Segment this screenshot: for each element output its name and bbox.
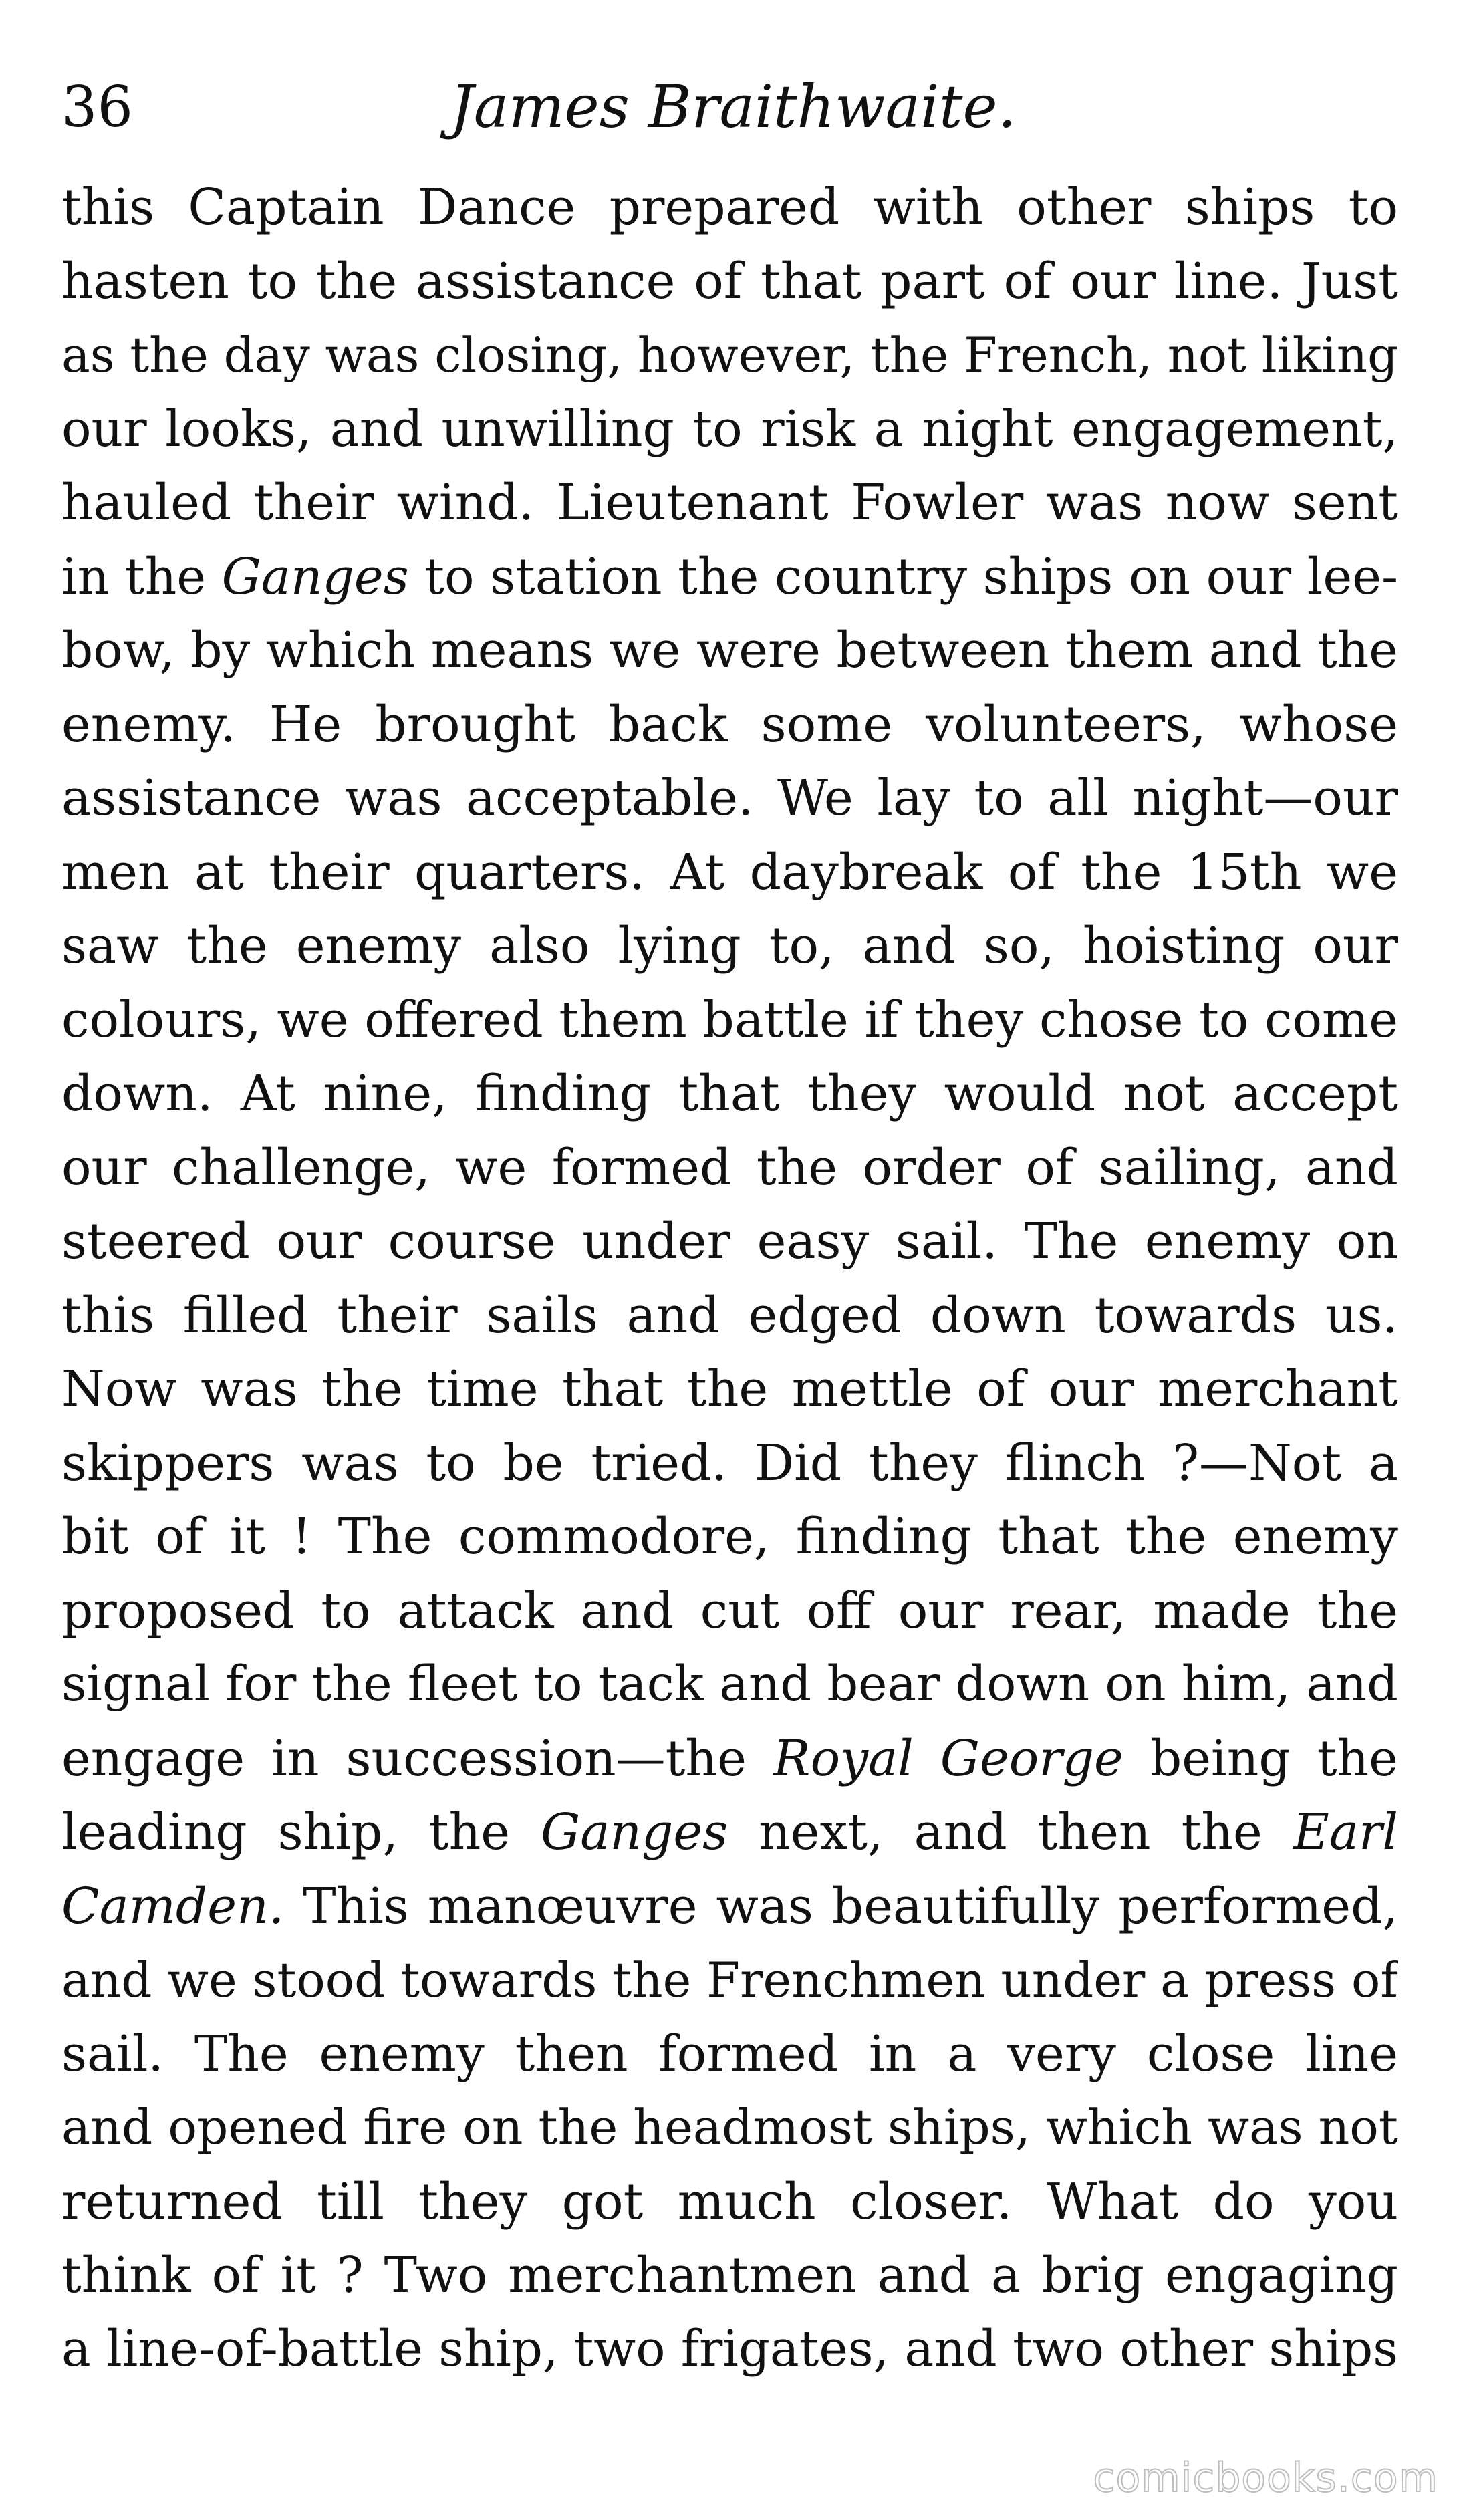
- text-line: [61, 1648, 1398, 1722]
- text-line: [61, 761, 1398, 836]
- text-run: This manœuvre was beautifully performed,: [284, 1877, 1398, 1935]
- text-line: [61, 1795, 1398, 1870]
- text-run: engage in succession—the: [61, 1729, 773, 1787]
- text-run: skippers was to be tried. Did they flinch ?—Not a: [61, 1434, 1398, 1492]
- text-run: signal for the fleet to tack and bear down on him, and: [61, 1656, 1398, 1713]
- text-line: [61, 170, 1398, 245]
- text-run: a line-of-battle ship, two frigates, and two other ships: [61, 2320, 1398, 2378]
- text-run: men at their quarters. At daybreak of the 15th we: [61, 843, 1398, 901]
- text-line: [61, 1870, 1398, 1944]
- text-run: Now was the time that the mettle of our merchant: [61, 1360, 1398, 1418]
- text-run: bit of it ! The commodore, finding that the enemy: [61, 1508, 1398, 1565]
- text-line: [61, 2313, 1398, 2387]
- text-line: [61, 983, 1398, 1057]
- text-line: [61, 1279, 1398, 1353]
- text-run: to station the country ships on our lee-: [408, 547, 1398, 606]
- italic-run: Camden.: [61, 1877, 285, 1935]
- text-run: leading ship, the: [61, 1803, 541, 1861]
- text-line: [61, 1131, 1398, 1205]
- text-run: assistance was acceptable. We lay to all night—our: [61, 769, 1398, 827]
- text-line: [61, 909, 1398, 983]
- text-run: proposed to attack and cut off our rear, made the: [61, 1582, 1398, 1640]
- text-line: [61, 1500, 1398, 1574]
- body-text: [61, 170, 1398, 2386]
- text-line: [61, 318, 1398, 392]
- text-line: [61, 1943, 1398, 2017]
- text-run: steered our course under easy sail. The enemy on: [61, 1213, 1398, 1270]
- text-line: [61, 245, 1398, 319]
- text-line: [61, 836, 1398, 910]
- text-run: being the: [1123, 1729, 1398, 1787]
- text-run: and we stood towards the Frenchmen under a press of: [61, 1952, 1398, 2008]
- text-line: [61, 2017, 1398, 2092]
- text-line: [61, 1722, 1398, 1796]
- text-run: down. At nine, finding that they would not accept: [61, 1065, 1398, 1122]
- text-run: enemy. He brought back some volunteers, whose: [61, 695, 1398, 753]
- text-run: as the day was closing, however, the French, not liking: [61, 327, 1398, 383]
- italic-run: Ganges: [541, 1803, 728, 1861]
- text-run: in the: [61, 547, 222, 606]
- text-line: [61, 1574, 1398, 1648]
- text-line: [61, 2239, 1398, 2313]
- text-run: next, and then the: [728, 1803, 1293, 1861]
- text-line: [61, 614, 1398, 688]
- text-line: [61, 466, 1398, 540]
- text-run: our looks, and unwilling to risk a night engagement,: [61, 400, 1398, 458]
- text-run: colours, we offered them battle if they chose to come: [61, 991, 1398, 1049]
- text-run: and opened fire on the headmost ships, which was not: [61, 2100, 1398, 2156]
- text-run: this Captain Dance prepared with other ships to: [61, 178, 1398, 236]
- italic-run: Royal George: [773, 1729, 1123, 1787]
- text-run: returned till they got much closer. What do you: [61, 2172, 1398, 2231]
- text-line: [61, 1352, 1398, 1426]
- text-run: this filled their sails and edged down towards us.: [61, 1286, 1398, 1344]
- text-line: [61, 1426, 1398, 1501]
- text-run: bow, by which means we were between them and the: [61, 622, 1398, 679]
- text-run: sail. The enemy then formed in a very close line: [61, 2025, 1398, 2083]
- text-run: think of it ? Two merchantmen and a brig engaging: [61, 2247, 1398, 2304]
- running-title: James Braithwaite.: [450, 72, 1017, 141]
- text-line: [61, 540, 1398, 614]
- italic-run: Ganges: [221, 547, 409, 606]
- page-number: 36: [61, 74, 133, 140]
- text-line: [61, 1205, 1398, 1279]
- text-line: [61, 688, 1398, 762]
- text-line: [61, 2091, 1398, 2165]
- text-run: hauled their wind. Lieutenant Fowler was now sent: [61, 474, 1398, 531]
- running-head: [61, 67, 1405, 147]
- text-run: our challenge, we formed the order of sailing, and: [61, 1138, 1398, 1196]
- text-line: [61, 1057, 1398, 1131]
- text-run: hasten to the assistance of that part of our line. Just: [61, 252, 1398, 310]
- text-line: [61, 392, 1398, 467]
- text-run: saw the enemy also lying to, and so, hoisting our: [61, 917, 1398, 975]
- text-line: [61, 2165, 1398, 2239]
- watermark: comicbooks.com: [1093, 2454, 1438, 2501]
- italic-run: Earl: [1293, 1803, 1398, 1861]
